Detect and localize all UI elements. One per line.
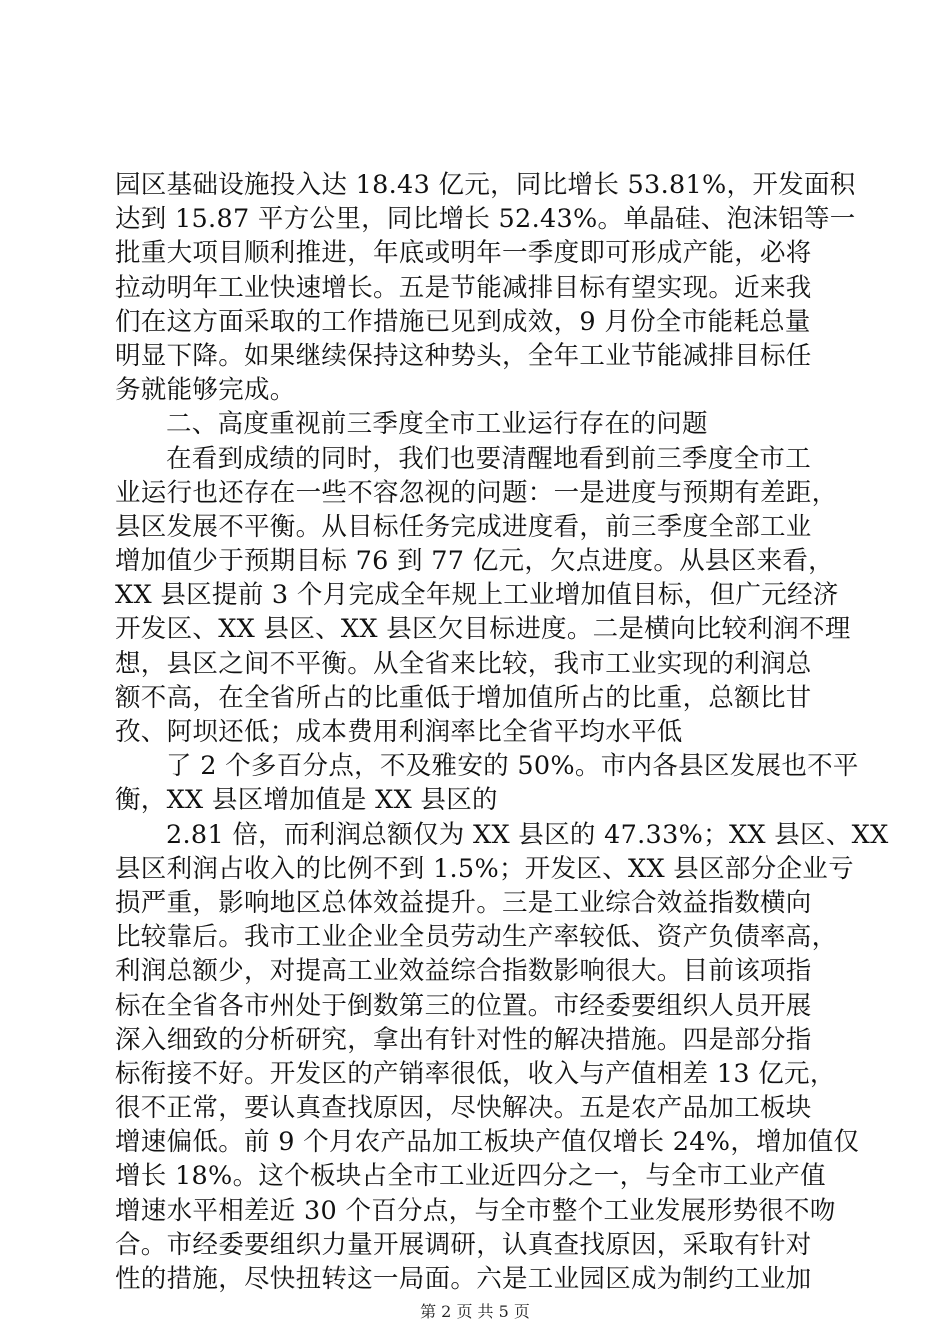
text-line: 了 2 个多百分点，不及雅安的 50%。市内各县区发展也不平: [166, 751, 859, 782]
text-line: 孜、阿坝还低；成本费用利润率比全省平均水平低: [115, 717, 683, 747]
text-line: 利润总额少，对提高工业效益综合指数影响很大。目前该项指: [115, 956, 812, 987]
page-footer: 第 2 页 共 5 页: [420, 1302, 530, 1321]
text-line: 很不正常，要认真查找原因，尽快解决。五是农产品加工板块: [115, 1093, 812, 1124]
text-line: XX 县区提前 3 个月完成全年规上工业增加值目标，但广元经济: [115, 580, 839, 611]
text-line: 拉动明年工业快速增长。五是节能减排目标有望实现。近来我: [115, 272, 812, 303]
text-line: 二、高度重视前三季度全市工业运行存在的问题: [166, 409, 708, 440]
text-line: 明显下降。如果继续保持这种势头，全年工业节能减排目标任: [115, 340, 812, 371]
text-line: 增速水平相差近 30 个百分点，与全市整个工业发展形势很不吻: [115, 1195, 836, 1226]
text-line: 想，县区之间不平衡。从全省来比较，我市工业实现的利润总: [115, 648, 812, 679]
text-line: 衡，XX 县区增加值是 XX 县区的: [115, 785, 498, 816]
text-line: 额不高，在全省所占的比重低于增加值所占的比重，总额比甘: [115, 682, 812, 713]
text-line: 县区发展不平衡。从目标任务完成进度看，前三季度全部工业: [115, 511, 812, 542]
text-line: 比较靠后。我市工业企业全员劳动生产率较低、资产负债率高，: [115, 922, 838, 953]
text-line: 业运行也还存在一些不容忽视的问题：一是进度与预期有差距，: [115, 477, 838, 508]
text-line: 增加值少于预期目标 76 到 77 亿元，欠点进度。从县区来看，: [115, 546, 834, 577]
document-body: [115, 168, 889, 1296]
text-line: 开发区、XX 县区、XX 县区欠目标进度。二是横向比较利润不理: [115, 614, 851, 645]
text-line: 务就能够完成。: [115, 375, 296, 406]
text-line: 在看到成绩的同时，我们也要清醒地看到前三季度全市工: [166, 443, 812, 474]
text-line: 们在这方面采取的工作措施已见到成效，9 月份全市能耗总量: [115, 306, 811, 337]
text-line: 性的措施，尽快扭转这一局面。六是工业园区成为制约工业加: [115, 1264, 812, 1294]
text-line: 深入细致的分析研究，拿出有针对性的解决措施。四是部分指: [115, 1024, 812, 1055]
text-line: 增速偏低。前 9 个月农产品加工板块产值仅增长 24%，增加值仅: [115, 1127, 860, 1158]
text-line: 增长 18%。这个板块占全市工业近四分之一，与全市工业产值: [115, 1161, 826, 1192]
text-line: 合。市经委要组织力量开展调研，认真查找原因，采取有针对: [115, 1229, 812, 1260]
text-line: 批重大项目顺利推进，年底或明年一季度即可形成产能，必将: [115, 238, 812, 269]
text-line: 县区利润占收入的比例不到 1.5%；开发区、XX 县区部分企业亏: [115, 853, 854, 884]
text-line: 损严重，影响地区总体效益提升。三是工业综合效益指数横向: [115, 887, 812, 918]
text-line: 园区基础设施投入达 18.43 亿元，同比增长 53.81%，开发面积: [115, 170, 856, 200]
text-line: 2.81 倍，而利润总额仅为 XX 县区的 47.33%；XX 县区、XX: [166, 819, 889, 850]
text-line: 标在全省各市州处于倒数第三的位置。市经委要组织人员开展: [115, 990, 812, 1021]
text-line: 标衔接不好。开发区的产销率很低，收入与产值相差 13 亿元，: [115, 1058, 836, 1089]
text-line: 达到 15.87 平方公里，同比增长 52.43%。单晶硅、泡沫铝等一: [115, 204, 856, 235]
